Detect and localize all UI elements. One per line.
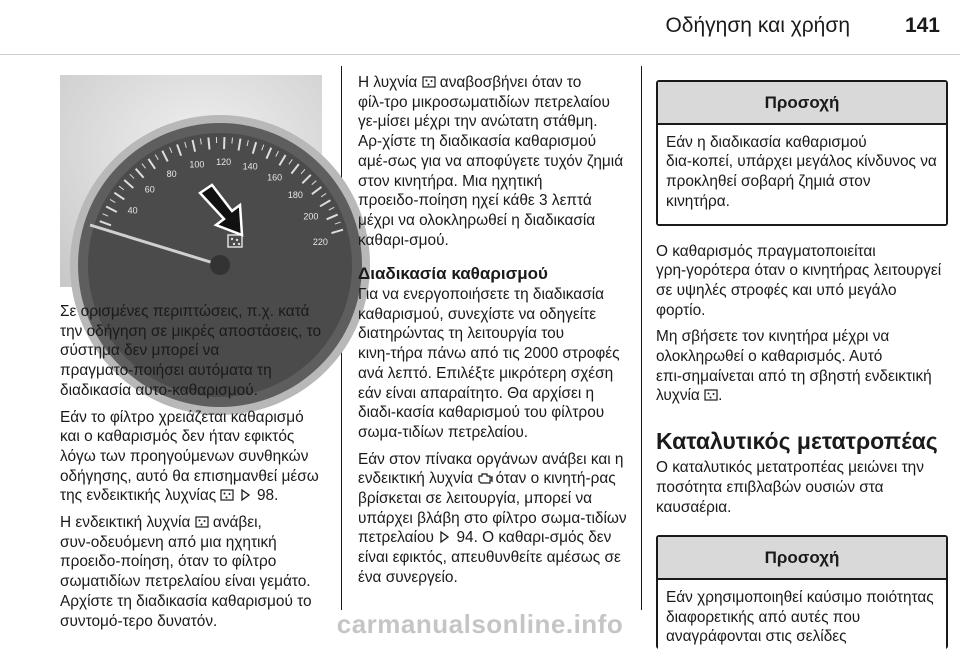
paragraph-auto-cleaning: Σε ορισμένες περιπτώσεις, π.χ. κατά την οδήγηση σε μικρές αποστάσεις, το σύστημα δεν μπορεί να πραγματο‑ποιήσει αυτόματα τη διαδικασία αυτο‑καθαρισμού. [60, 302, 325, 401]
paragraph-do-not-stop [656, 327, 948, 406]
watermark: carmanualsonline.info [0, 606, 960, 642]
paragraph-lamp-flashing-a: Η λυχνία [358, 74, 417, 91]
instrument-cluster-illustration [60, 75, 322, 287]
paragraph-filter-full-b: ανάβει, συν‑οδευόμενη από μια ηχητική προειδο‑ποίηση, όταν το φίλτρο σωματιδίων πετρελαίου είναι γεμάτο. Αρχίστε τη διαδικασία καθαρισμού το συντομό‑τερο δυνατόν. [60, 514, 312, 630]
paragraph-cleaning-faster: Ο καθαρισμός πραγματοποιείται γρη‑γορότερα όταν ο κινητήρας λειτουργεί σε υψηλές στροφές και υπό μεγάλο φορτίο. [656, 242, 948, 321]
middle-column [358, 73, 630, 595]
dial-number: 140 [243, 162, 258, 172]
dial-number: 100 [189, 160, 204, 170]
engine-check-icon [477, 471, 491, 485]
paragraph-lamp-flashing [358, 73, 630, 250]
right-column [656, 80, 948, 649]
dial-number: 160 [267, 173, 282, 183]
dial-number: 80 [167, 169, 177, 179]
section-heading-catalytic-converter: Καταλυτικός μετατροπέας [656, 428, 948, 454]
paragraph-filter-full-a: Η ενδεικτική λυχνία [60, 514, 190, 531]
arrow-ref-icon [239, 488, 253, 502]
paragraph-do-not-stop-a: Μη σβήσετε τον κινητήρα μέχρι να ολοκληρωθεί ο καθαρισμός. Αυτό επι‑σημαίνεται από τη σβηστή ενδεικτική λυχνία [656, 328, 932, 404]
column-divider-2 [641, 66, 642, 610]
paragraph-lamp-flashing-b: αναβοσβήνει όταν το φίλ‑τρο μικροσωματιδίων πετρελαίου γε‑μίσει μέχρι την ανώτατη στάθμη. Αρ‑χίστε τη διαδικασία καθαρισμού αμέ‑σως για να αποφύγετε τυχόν ζημιά στον κινητήρα. Μια ηχητική προειδο‑ποίηση ηχεί κάθε 3 λεπτά μέχρι να ολοκληρωθεί η διαδικασία καθαρι‑σμού. [358, 74, 623, 249]
dial-number: 40 [128, 205, 138, 215]
paragraph-engine-lamp [358, 450, 630, 588]
page-reference-94[interactable]: 94. Ο καθαρι‑σμός δεν είναι εφικτός, απευθυνθείτε αμέσως σε ένα συνεργείο. [358, 529, 621, 585]
notice-body: Εάν η διαδικασία καθαρισμού δια‑κοπεί, υπάρχει μεγάλος κίνδυνος να προκληθεί σοβαρή ζημιά στον κινητήρα. [658, 125, 946, 224]
paragraph-catalytic-converter: Ο καταλυτικός μετατροπέας μειώνει την ποσότητα επιβλαβών ουσιών στα καυσαέρια. [656, 458, 948, 517]
notice-title: Προσοχή [658, 537, 946, 580]
header-divider [0, 54, 960, 55]
dial-number: 120 [216, 157, 231, 167]
dial-number: 220 [313, 237, 328, 247]
paragraph-cleaning-procedure: Για να ενεργοποιήσετε τη διαδικασία καθαρισμού, συνεχίστε να οδηγείτε διατηρώντας τη λειτουργία του κινη‑τήρα πάνω από τις 2000 στροφές ανά λεπτό. Επιλέξτε μικρότερη σχέση εάν είναι απαραίτητο. Θα αρχίσει η διαδι‑κασία καθαρισμού του φίλτρου σωμα‑τιδίων πετρελαίου. [358, 285, 630, 443]
dial-number: 60 [145, 185, 155, 195]
dial-tick [208, 138, 209, 150]
paragraph-cleaning-needed-text: Εάν το φίλτρο χρειάζεται καθαρισμό και ο καθαρισμός δεν ήταν εφικτός λόγω των προηγούμενων συνθηκών οδήγησης, αυτό θα επισημανθεί μέσω της ενδεικτικής λυχνίας [60, 409, 319, 505]
paragraph-engine-lamp-a: Εάν στον πίνακα οργάνων ανάβει και η ενδεικτική λυχνία [358, 451, 624, 488]
speedometer-figure [60, 75, 322, 287]
dial-number: 180 [288, 190, 303, 200]
page-title: Οδήγηση και χρήση [560, 14, 850, 38]
dpf-warning-icon [220, 488, 234, 502]
page-number: 141 [870, 14, 940, 38]
notice-body: Εάν χρησιμοποιηθεί καύσιμο ποιότητας διαφορετικής από αυτές που αναγράφονται στις σελίδες [658, 580, 946, 659]
paragraph-cleaning-needed [60, 408, 325, 507]
dpf-warning-icon [704, 388, 718, 402]
dial-number: 200 [303, 212, 318, 222]
notice-title: Προσοχή [658, 82, 946, 125]
notice-box-caution-1 [656, 80, 948, 226]
section-subheading: Διαδικασία καθαρισμού [358, 264, 630, 284]
paragraph-engine-lamp-b: όταν ο κινητή‑ρας βρίσκεται σε λειτουργία, μπορεί να υπάρχει βλάβη στο φίλτρο σωμα‑τιδίων πετρελαίου [358, 470, 627, 546]
arrow-ref-icon [438, 530, 452, 544]
left-column [60, 302, 325, 638]
dial-tick [232, 138, 233, 144]
paragraph-do-not-stop-b: . [718, 387, 722, 404]
page-reference-98[interactable]: 98. [257, 487, 278, 504]
dpf-warning-icon [195, 515, 209, 529]
dpf-warning-icon [422, 75, 436, 89]
